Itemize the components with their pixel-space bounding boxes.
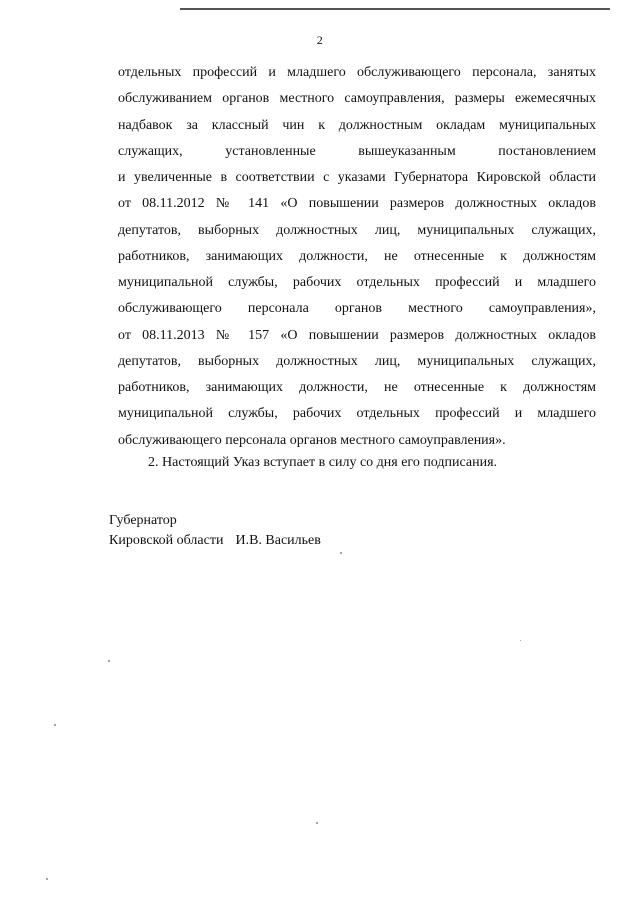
text-line: служащих, установленные вышеуказанным постановлением <box>118 143 596 159</box>
signature-name: И.В. Васильев <box>235 533 321 548</box>
signature-block <box>109 511 321 551</box>
text-line: обслуживающего персонала органов местного самоуправления». <box>118 432 506 448</box>
text-line: работников, занимающих должности, не отнесенные к должностям <box>118 380 596 395</box>
text-line: надбавок за классный чин к должностным окладам муниципальных <box>118 117 596 133</box>
scan-speck <box>520 640 521 641</box>
text-line: муниципальной службы, рабочих отдельных профессий и младшего <box>118 406 596 422</box>
signature-region: Кировской области <box>109 533 224 548</box>
scan-speck <box>46 878 48 880</box>
signature-title: Губернатор <box>109 513 177 528</box>
text-line: депутатов, выборных должностных лиц, муниципальных служащих, <box>118 353 596 369</box>
body-paragraph <box>118 60 596 454</box>
scan-speck <box>108 660 110 662</box>
text-line: от 08.11.2013 № 157 «О повышении размеров должностных окладов <box>118 327 596 343</box>
scan-speck <box>54 724 56 726</box>
text-line: отдельных профессий и младшего обслуживающего персонала, занятых <box>118 65 596 80</box>
text-line: обслуживанием органов местного самоуправления, размеры ежемесячных <box>118 91 596 107</box>
text-line: депутатов, выборных должностных лиц, муниципальных служащих, <box>118 222 596 238</box>
scan-speck <box>316 822 318 824</box>
text-line: и увеличенные в соответствии с указами Губернатора Кировской области <box>118 170 596 185</box>
numbered-item-2: 2. Настоящий Указ вступает в силу со дня его подписания. <box>148 455 498 470</box>
top-scan-rule <box>180 8 610 10</box>
text-line: работников, занимающих должности, не отнесенные к должностям <box>118 248 596 264</box>
signature-region-row <box>109 531 321 551</box>
text-line: муниципальной службы, рабочих отдельных профессий и младшего <box>118 275 596 290</box>
scan-speck <box>340 552 342 554</box>
text-line: от 08.11.2012 № 141 «О повышении размеров должностных окладов <box>118 196 596 212</box>
page-number: 2 <box>316 33 324 47</box>
text-line: обслуживающего персонала органов местного самоуправления», <box>118 301 596 317</box>
